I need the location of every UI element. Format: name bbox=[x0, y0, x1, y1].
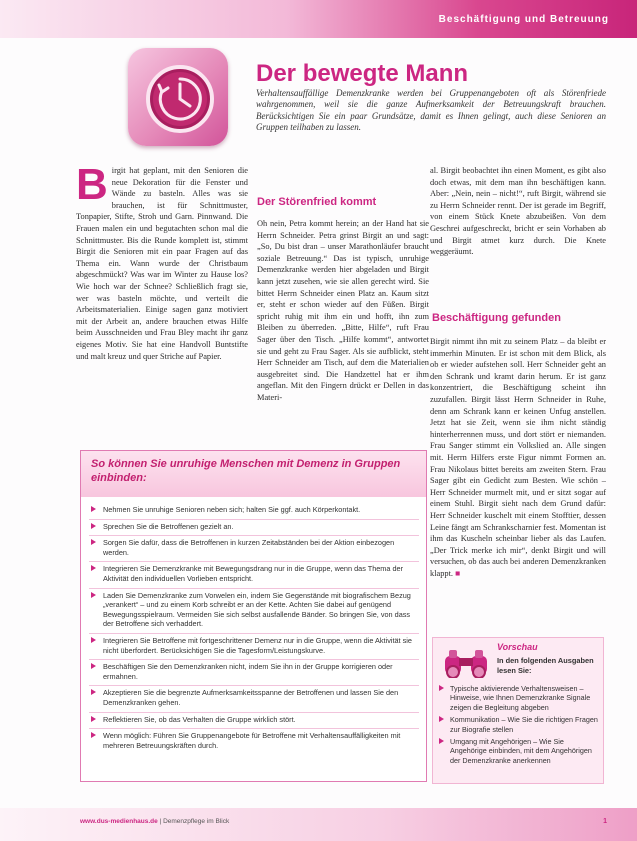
list-item bbox=[439, 715, 599, 737]
tip-text: Sorgen Sie dafür, dass die Betroffenen in kurzen Zeitabständen bei der Aktion einbezogen werden. bbox=[103, 538, 395, 557]
preview-subtitle: In den folgenden Ausgaben lesen Sie: bbox=[497, 656, 594, 675]
tips-box-header bbox=[81, 451, 426, 497]
tip-text: Akzeptieren Sie die begrenzte Aufmerksamkeitsspanne der Betroffenen und lassen Sie den Demenzkranken gehen. bbox=[103, 688, 399, 707]
column-2-text: Oh nein, Petra kommt herein; an der Hand hat sie Herrn Schneider. Petra grinst Birgit an und sagt: „So, Du bist dran – unser Marathonläufer braucht soziale Betreuung.“ Das ist typisch, unruhige Demenzkranke werden hier abgeladen und Birgit kann jetzt zusehen, wie sie allen gerecht wird. Sie bittet Herrn Schneider einen Platz an. Kaum sitzt er, steht er schon wieder auf den Füßen. Birgit spricht ruhig mit ihm ein und hofft, ihn zum Bleiben zu überreden. „Bitte, Hilfe“, ruft Frau Sager über den Tisch. „Hilfe kommt“, antwortet sie und geht zu Frau Sager. Als sie aufblickt, steht Herr Schneider am Tisch, auf dem die Materialien ausgebreitet sind. Die Handzettel hat er ihm angeflan. Mit den Fingern drückt er Dellen in das Materi- bbox=[257, 219, 429, 402]
list-item bbox=[89, 589, 419, 634]
tip-text: Sprechen Sie die Betroffenen gezielt an. bbox=[103, 521, 234, 531]
end-mark-icon: ■ bbox=[455, 568, 461, 578]
article-column-1 bbox=[76, 160, 248, 362]
article-column-2 bbox=[257, 218, 429, 404]
bullet-icon bbox=[91, 565, 96, 571]
preview-list bbox=[439, 684, 599, 768]
tips-title: So können Sie unruhige Menschen mit Demenz in Gruppen einbinden: bbox=[91, 458, 401, 484]
bullet-icon bbox=[91, 716, 96, 722]
bullet-icon bbox=[91, 732, 96, 738]
list-item bbox=[89, 634, 419, 660]
tip-text: Beschäftigen Sie den Demenzkranken nicht, indem Sie ihn in der Gruppe korrigieren oder ermahnen. bbox=[103, 662, 393, 681]
section-label: Beschäftigung und Betreuung bbox=[438, 14, 609, 25]
heading-stoerenfried: Der Störenfried kommt bbox=[257, 196, 377, 208]
preview-item-text: Typische aktivierende Verhaltensweisen – Hinweise, wie Ihnen Demenzkranke Signale zeigen die Begleitung abgeben bbox=[450, 684, 591, 712]
tip-text: Wenn möglich: Führen Sie Gruppenangebote für Betroffene mit Verhaltensauffälligkeiten mit mehreren Betreuungskräften durch. bbox=[103, 731, 401, 750]
list-item bbox=[89, 562, 419, 588]
list-item bbox=[89, 503, 419, 520]
list-item bbox=[439, 684, 599, 715]
bullet-icon bbox=[91, 506, 96, 512]
clock-hands-icon bbox=[150, 69, 210, 129]
bullet-icon bbox=[91, 689, 96, 695]
column-3b-body: Birgit nimmt ihn mit zu seinem Platz – da bleibt er immerhin Minuten. Er ist schon mit dem Blick, als ob er wieder aufstehen soll. Herr Schneider geht an den Schrank und kramt darin herum. Er ist ganz konzentriert, die Beschäftigung scheint ihn zuzufallen. Birgit lässt Herrn Schneider in Ruhe, denn am Schrank kann er keinen Unfug anstellen. Jetzt hat sie Zeit, wenn sie ihm nicht ständig hinterherrennen muss, und dort stört er niemanden. Frau Sanger stimmt ein Volkslied an. Alle singen mit. Herrn Hilfers erste Figur nimmt Formen an. Frau Nikolaus bittet bereits am zweiten Stern. Frau Sager gibt ein Gedicht zum Besten. Wie schön – Herr Schneider murmelt mit, und er sitzt sogar auf einem Stuhl. Birgit sieht nach dem Grund dafür: Herr Schneider kuschelt mit einem Stofftier, dessen Leine fängt am Schrankscharnier fest. Momentan ist ihm das Kuscheln scheinbar lieber als das Laufen. „Der Trick merke ich mir“, denkt Birgit und will versuchen, ob das auch bei anderen Demenzkranken klappt. bbox=[430, 337, 606, 578]
column-3b-text bbox=[430, 336, 606, 579]
binoculars-icon bbox=[441, 646, 491, 678]
article-column-3b bbox=[430, 336, 606, 579]
tips-box bbox=[80, 450, 427, 782]
tip-text: Laden Sie Demenzkranke zum Vorwelen ein, indem Sie Gegenstände mit biografischem Bezug „verankert“ – und zu einem Korb schreibt er an der Kette. Achten Sie dabei auf genügend Bewegungsspielraum. Vermeiden Sie sich selbst ausfallende Bänder. So bringen Sie, von dass der Betroffene sich verhaddert. bbox=[103, 590, 411, 629]
footer-text bbox=[80, 818, 229, 825]
bullet-icon bbox=[439, 738, 444, 744]
preview-item-text: Kommunikation – Wie Sie die richtigen Fragen zur Biografie stellen bbox=[450, 715, 598, 734]
list-item bbox=[89, 660, 419, 686]
preview-item-text: Umgang mit Angehörigen – Wie Sie Angehörige einbinden, mit dem Angehörigen der Demenzkranke anerkennen bbox=[450, 737, 592, 765]
list-item bbox=[89, 520, 419, 537]
list-item bbox=[439, 737, 599, 768]
preview-title: Vorschau bbox=[497, 642, 538, 652]
bullet-icon bbox=[439, 716, 444, 722]
footer-site-link[interactable]: www.dus-medienhaus.de bbox=[80, 818, 158, 825]
heading-beschaeftigung: Beschäftigung gefunden bbox=[432, 312, 561, 324]
article-column-3 bbox=[430, 165, 606, 258]
footer-publication: | Demenzpflege im Blick bbox=[157, 818, 230, 825]
list-item bbox=[89, 686, 419, 712]
bullet-icon bbox=[91, 637, 96, 643]
page-number: 1 bbox=[603, 818, 607, 825]
list-item bbox=[89, 713, 419, 730]
clock-icon bbox=[128, 48, 228, 146]
bullet-icon bbox=[91, 663, 96, 669]
bullet-icon bbox=[91, 539, 96, 545]
column-3-text: al. Birgit beobachtet ihn einen Moment, es gibt also doch etwas, mit dem man ihn beschäftigen kann. Aber: „Nein, nein – nicht!“, ruft Birgit, während sie zu Herrn Schneider rennt. Der ist gerade im Begriff, von einem Stück Knete abzubeißen. Von dem Geschrei aufgeschreckt, bricht er sein Vorhaben ab und Birgit atmet kurz durch. Die Knete weggeräumt. bbox=[430, 166, 606, 257]
list-item bbox=[89, 729, 419, 754]
bullet-icon bbox=[91, 592, 96, 598]
list-item bbox=[89, 536, 419, 562]
preview-box bbox=[432, 637, 604, 784]
bullet-icon bbox=[439, 685, 444, 691]
article-intro: Verhaltensauffällige Demenzkranke werden bei Gruppenangeboten oft als Störenfriede wahrgenommen, weil sie die ganze Aufmerksamkeit der Betreuungskraft brauchen. Berücksichtigen Sie ein paar Grundsätze, damit es Ihnen gelingt, auch diese Senioren an Gruppen teilhaben zu lassen. bbox=[256, 88, 606, 132]
article-title: Der bewegte Mann bbox=[256, 60, 469, 87]
tip-text: Reflektieren Sie, ob das Verhalten die Gruppe wirklich stört. bbox=[103, 714, 296, 724]
drop-cap: B bbox=[76, 160, 108, 209]
column-1-text: irgit hat geplant, mit den Senioren die neue Dekoration für die Fenster und Wände zu basteln. Alles was sie brauchen, ist für Schnittmuster, Tonpapier, Stifte, Stroh und Garn. Pinnwand. Die Frauen malen ein und begutachten schon mal die Schnittmuster. Bis die Runde komplett ist, stimmt Birgit die Senioren mit ein paar Fragen auf das Thema ein. Wann wurde der Christbaum abgeschmückt? Was war im Winter zu Hause los? Wie hoch war der Schnee? Schließlich fragt sie, wer was basteln möchte, und verteilt die Arbeitsmaterialien. Einige sagen ganz motiviert mit der Arbeit an, andere brauchen etwas Hilfe beim Ausschneiden und Frau Bley macht ihr ganz eigenes Motiv. Sie hat eine Handvoll Buntstifte und malt kreuz und quer Striche auf Papier. bbox=[76, 166, 248, 361]
tip-text: Integrieren Sie Demenzkranke mit Bewegungsdrang nur in die Gruppe, wenn das Thema der Aktivität den individuellen Vorlieben entspricht. bbox=[103, 564, 404, 583]
tip-text: Nehmen Sie unruhige Senioren neben sich; halten Sie ggf. auch Körperkontakt. bbox=[103, 505, 361, 514]
bullet-icon bbox=[91, 523, 96, 529]
tip-text: Integrieren Sie Betroffene mit fortgeschrittener Demenz nur in die Gruppe, wenn die Aktivität sie nicht überfordert. Berücksichtigen Sie die Tagesform/Leistungskurve. bbox=[103, 635, 412, 655]
clock-face bbox=[146, 65, 214, 133]
tips-list bbox=[89, 503, 419, 754]
